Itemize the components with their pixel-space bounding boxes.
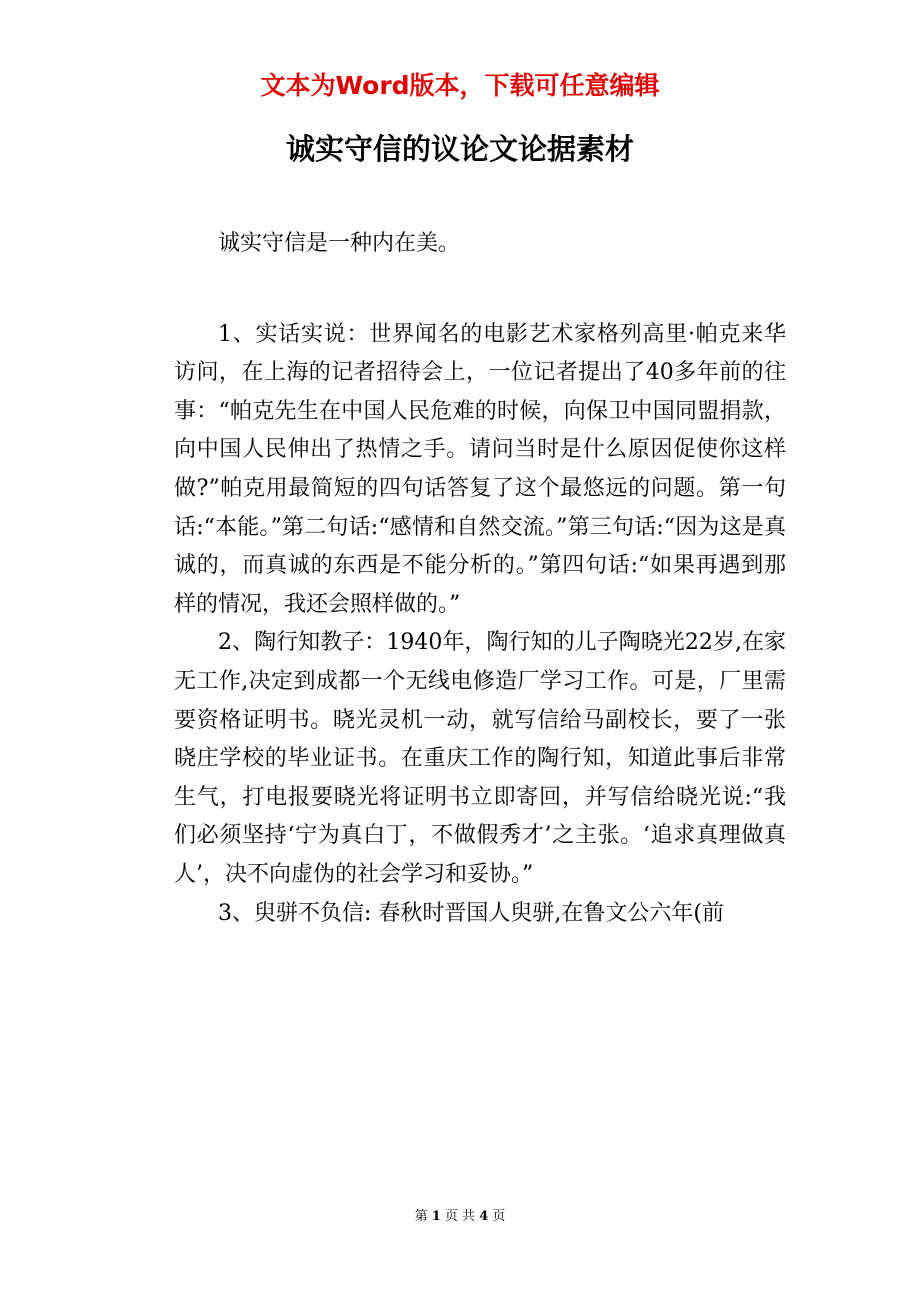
total-pages-number: 4	[479, 1209, 489, 1224]
paragraph-2: 2、陶行知教子：1940年，陶行知的儿子陶晓光22岁,在家无工作,决定到成都一个无线电修造厂学习工作。可是，厂里需要资格证明书。晓光灵机一动，就写信给马副校长，要了一张晓庄学校的毕业证书。在重庆工作的陶行知，知道此事后非常生气，打电报要晓光将证明书立即寄回，并写信给晓光说:“我们必须坚持‘宁为真白丁，不做假秀才’之主张。‘追求真理做真人’，决不向虚伪的社会学习和妥协。”	[174, 630, 786, 887]
paragraph-1: 1、实话实说：世界闻名的电影艺术家格列高里·帕克来华访问，在上海的记者招待会上，一位记者提出了40多年前的往事：“帕克先生在中国人民危难的时候，向保卫中国同盟捐款，向中国人民伸出了热情之手。请问当时是什么原因促使你这样做?”帕克用最简短的四句话答复了这个最悠远的问题。第一句话:“本能。”第二句话:“感情和自然交流。”第三句话:“因为这是真诚的，而真诚的东西是不能分析的。”第四句话:“如果再遇到那样的情况，我还会照样做的。”	[174, 321, 786, 617]
footer-prefix: 第	[414, 1209, 428, 1224]
page-footer	[0, 1208, 920, 1226]
footer-middle: 页 共	[444, 1209, 476, 1224]
paragraph-3: 3、臾骈不负信: 春秋时晋国人臾骈,在鲁文公六年(前	[218, 900, 724, 926]
page-title: 诚实守信的议论文论据素材	[285, 132, 634, 166]
banner-text: 文本为Word版本，下载可任意编辑	[260, 71, 660, 100]
current-page-number: 1	[431, 1209, 441, 1224]
paragraph-intro: 诚实守信是一种内在美。	[218, 231, 461, 256]
article-body	[174, 225, 786, 933]
footer-suffix: 页	[492, 1209, 506, 1224]
download-banner	[0, 68, 920, 104]
